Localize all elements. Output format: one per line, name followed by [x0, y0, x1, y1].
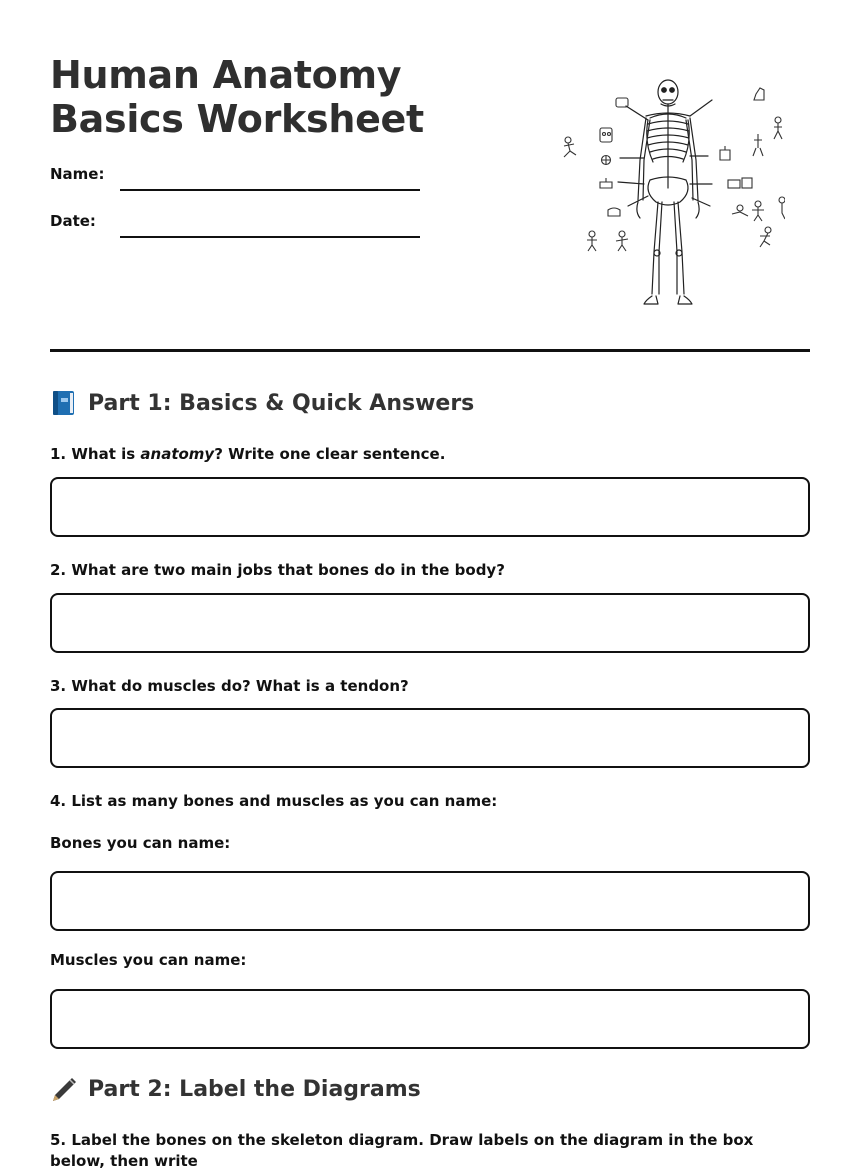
question-1-prefix: 1. What is: [50, 445, 141, 463]
blue-book-icon: [50, 389, 78, 417]
question-1: [50, 444, 810, 465]
header-divider: [50, 349, 810, 352]
question-1-term: anatomy: [140, 445, 215, 463]
date-line[interactable]: [120, 236, 420, 238]
name-label: Name:: [50, 165, 105, 183]
answer-box-3[interactable]: [50, 708, 810, 768]
question-5: 5. Label the bones on the skeleton diagram. Draw labels on the diagram in the box below, then write: [50, 1131, 754, 1170]
part2-title: Part 2: Label the Diagrams: [88, 1076, 421, 1102]
name-field[interactable]: [50, 165, 420, 195]
question-4: 4. List as many bones and muscles as you can name:: [50, 792, 498, 810]
part2-heading: [50, 1075, 421, 1103]
answer-box-2[interactable]: [50, 593, 810, 653]
worksheet-title: Human Anatomy Basics Worksheet: [50, 53, 424, 141]
bones-answer-box[interactable]: [50, 871, 810, 931]
part1-heading: [50, 389, 474, 417]
date-field[interactable]: [50, 212, 420, 242]
question-2: 2. What are two main jobs that bones do in the body?: [50, 561, 505, 579]
muscles-answer-box[interactable]: [50, 989, 810, 1049]
pen-icon: [50, 1075, 78, 1103]
skeleton-illustration-icon: [560, 70, 785, 310]
name-line[interactable]: [120, 189, 420, 191]
answer-box-1[interactable]: [50, 477, 810, 537]
question-1-suffix: ? Write one clear sentence.: [214, 445, 446, 463]
question-3: 3. What do muscles do? What is a tendon?: [50, 677, 409, 695]
part1-title: Part 1: Basics & Quick Answers: [88, 390, 475, 416]
bones-label: Bones you can name:: [50, 834, 231, 852]
date-label: Date:: [50, 212, 96, 230]
muscles-label: Muscles you can name:: [50, 951, 247, 969]
worksheet-page: [50, 0, 810, 1170]
